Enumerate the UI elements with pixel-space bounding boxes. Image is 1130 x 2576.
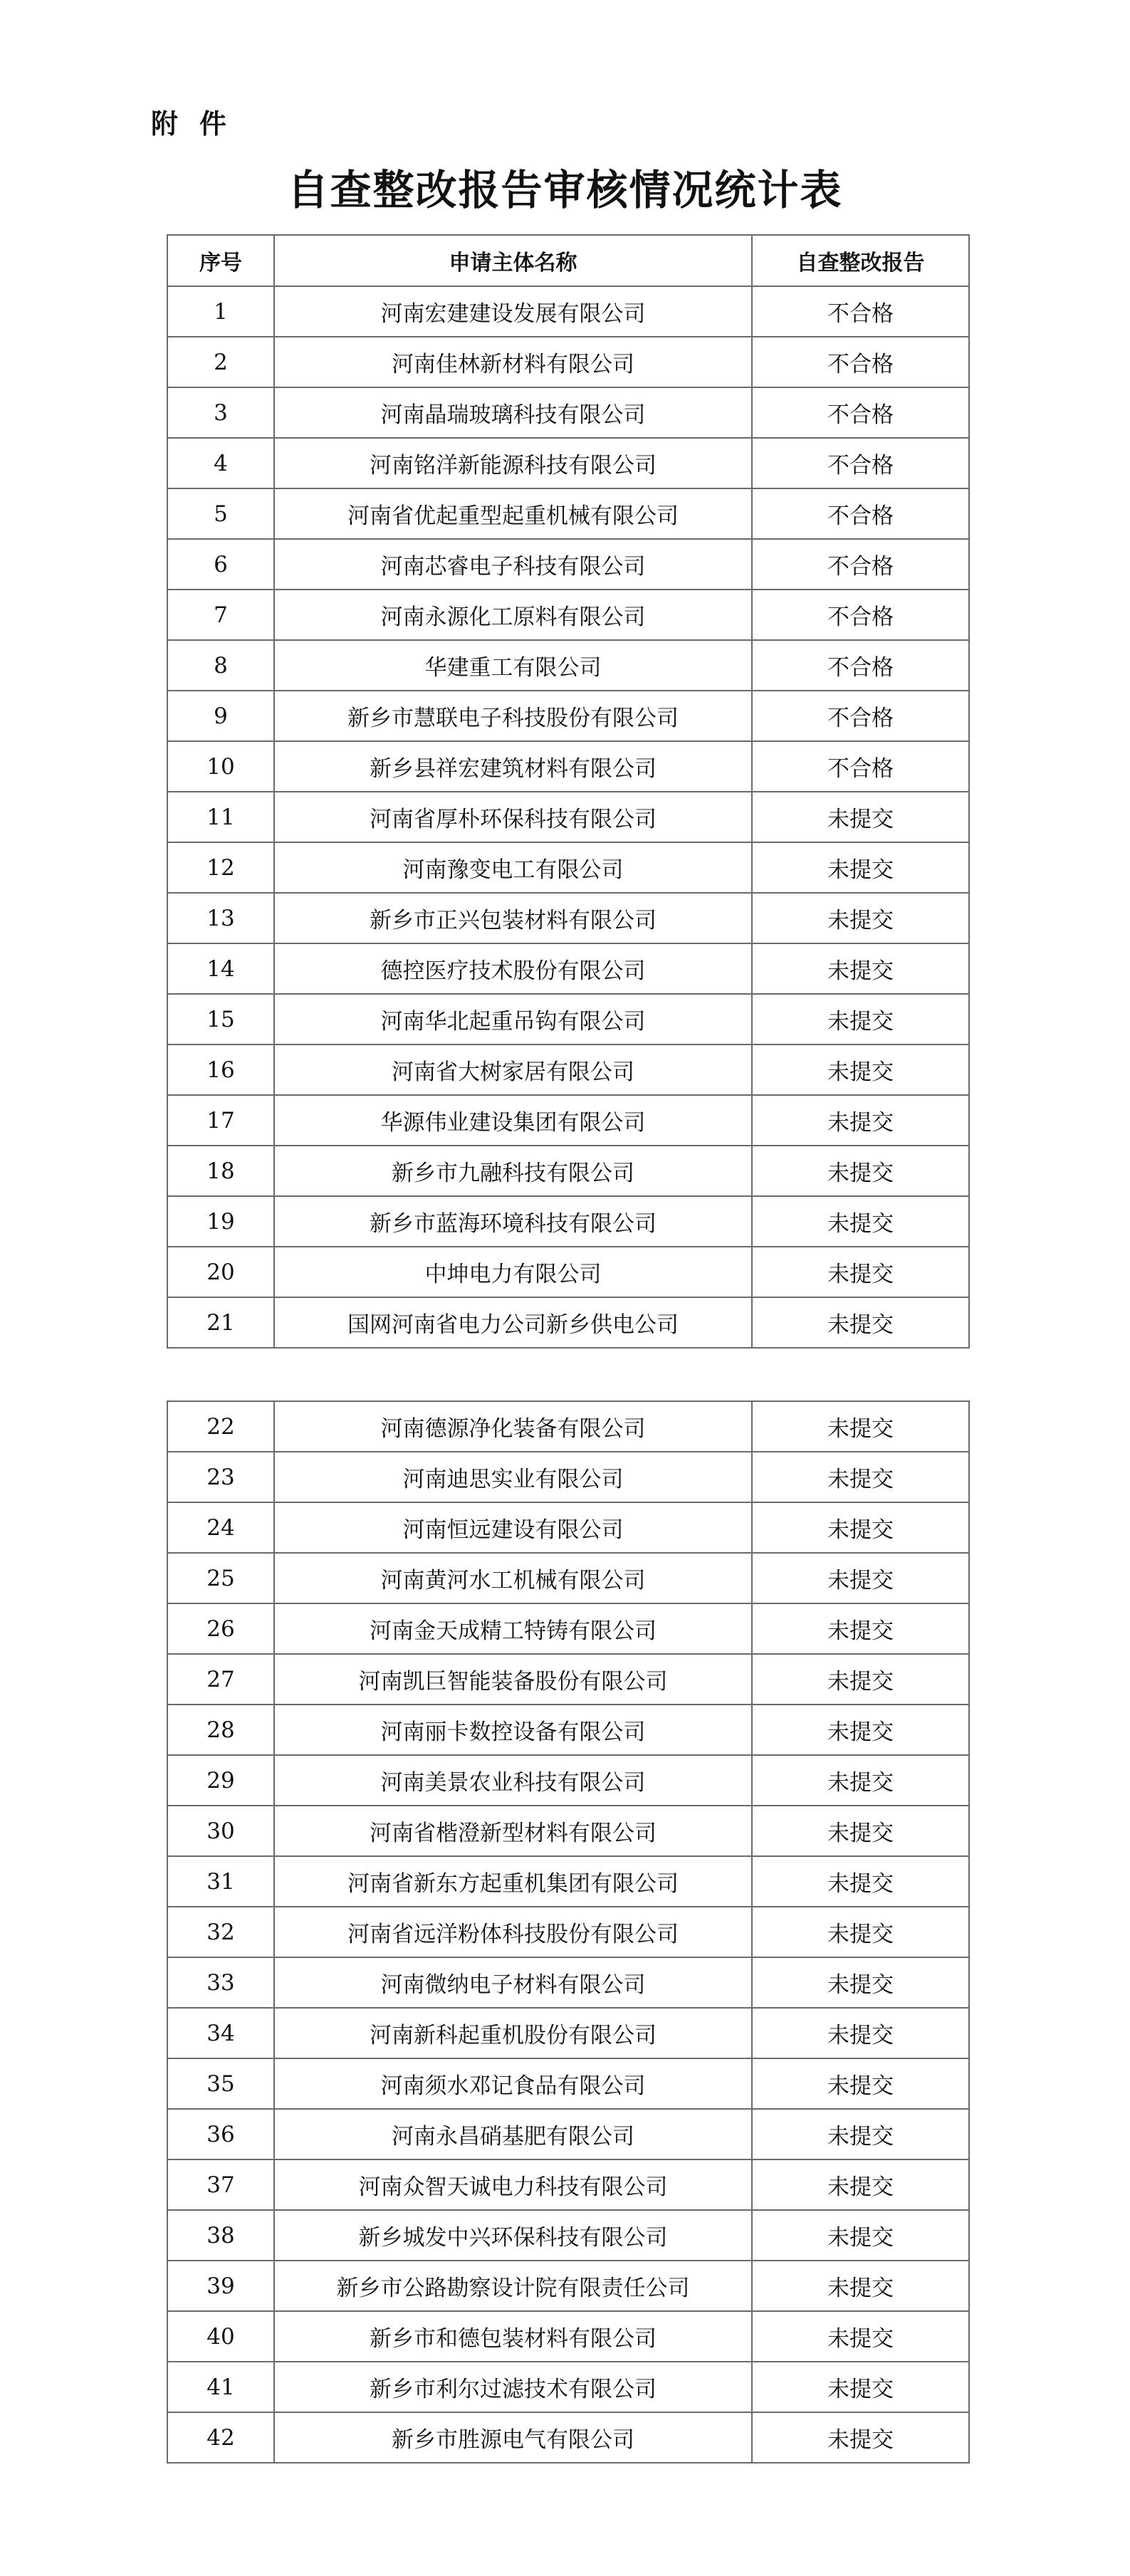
report-status-cell: 未提交: [752, 2159, 969, 2210]
serial-number-cell: 28: [167, 1705, 274, 1755]
applicant-name-cell: 河南恒远建设有限公司: [274, 1502, 752, 1553]
report-status-cell: 未提交: [752, 1603, 969, 1654]
table-row: [167, 337, 969, 387]
report-status-cell: 未提交: [752, 1957, 969, 2008]
serial-number-cell: 20: [167, 1247, 274, 1297]
applicant-name-cell: 河南迪思实业有限公司: [274, 1452, 752, 1502]
applicant-name-cell: 德控医疗技术股份有限公司: [274, 943, 752, 994]
applicant-name-cell: 新乡市慧联电子科技股份有限公司: [274, 691, 752, 741]
table-row: [167, 1502, 969, 1553]
report-status-cell: 未提交: [752, 1755, 969, 1806]
applicant-name-cell: 河南佳林新材料有限公司: [274, 337, 752, 387]
serial-number-cell: 41: [167, 2362, 274, 2412]
header-applicant-name: 申请主体名称: [274, 235, 752, 286]
report-status-cell: 未提交: [752, 1502, 969, 1553]
serial-number-cell: 34: [167, 2008, 274, 2058]
table-row: [167, 893, 969, 943]
applicant-name-cell: 河南永昌硝基肥有限公司: [274, 2109, 752, 2159]
report-status-cell: 未提交: [752, 2109, 969, 2159]
report-status-cell: 未提交: [752, 2311, 969, 2362]
table-row: [167, 1856, 969, 1907]
report-status-cell: 未提交: [752, 2058, 969, 2109]
report-status-cell: 未提交: [752, 1247, 969, 1297]
report-status-cell: 未提交: [752, 1044, 969, 1095]
table-row: [167, 1297, 969, 1348]
applicant-name-cell: 河南豫变电工有限公司: [274, 842, 752, 893]
serial-number-cell: 22: [167, 1401, 274, 1452]
applicant-name-cell: 新乡市和德包装材料有限公司: [274, 2311, 752, 2362]
report-status-cell: 未提交: [752, 1452, 969, 1502]
header-self-check-report: 自查整改报告: [752, 235, 969, 286]
report-status-cell: 未提交: [752, 2210, 969, 2261]
applicant-name-cell: 华建重工有限公司: [274, 640, 752, 691]
serial-number-cell: 4: [167, 438, 274, 488]
table-row: [167, 2362, 969, 2412]
table-row: [167, 842, 969, 893]
applicant-name-cell: 河南微纳电子材料有限公司: [274, 1957, 752, 2008]
table-row: [167, 1146, 969, 1196]
applicant-name-cell: 新乡市公路勘察设计院有限责任公司: [274, 2261, 752, 2311]
applicant-name-cell: 新乡市九融科技有限公司: [274, 1146, 752, 1196]
report-status-cell: 不合格: [752, 741, 969, 792]
serial-number-cell: 37: [167, 2159, 274, 2210]
table-row: [167, 2109, 969, 2159]
serial-number-cell: 3: [167, 387, 274, 438]
table-row: [167, 1806, 969, 1856]
serial-number-cell: 7: [167, 590, 274, 640]
serial-number-cell: 16: [167, 1044, 274, 1095]
table-row: [167, 2311, 969, 2362]
table-row: [167, 1247, 969, 1297]
table-row: [167, 691, 969, 741]
serial-number-cell: 36: [167, 2109, 274, 2159]
table-row: [167, 943, 969, 994]
applicant-name-cell: 河南晶瑞玻璃科技有限公司: [274, 387, 752, 438]
report-status-cell: 未提交: [752, 1146, 969, 1196]
serial-number-cell: 26: [167, 1603, 274, 1654]
table-header-row: [167, 235, 969, 286]
applicant-name-cell: 河南省厚朴环保科技有限公司: [274, 792, 752, 842]
table-row: [167, 2008, 969, 2058]
report-status-cell: 未提交: [752, 943, 969, 994]
report-status-cell: 未提交: [752, 893, 969, 943]
applicant-name-cell: 河南华北起重吊钩有限公司: [274, 994, 752, 1044]
table-row: [167, 2261, 969, 2311]
applicant-name-cell: 河南省远洋粉体科技股份有限公司: [274, 1907, 752, 1957]
table-row: [167, 792, 969, 842]
serial-number-cell: 35: [167, 2058, 274, 2109]
table-row: [167, 1907, 969, 1957]
table-row: [167, 1401, 969, 1452]
table-row: [167, 438, 969, 488]
applicant-name-cell: 新乡市蓝海环境科技有限公司: [274, 1196, 752, 1247]
table-row: [167, 1957, 969, 2008]
table-row: [167, 1755, 969, 1806]
applicant-name-cell: 河南省楷澄新型材料有限公司: [274, 1806, 752, 1856]
serial-number-cell: 12: [167, 842, 274, 893]
serial-number-cell: 19: [167, 1196, 274, 1247]
serial-number-cell: 5: [167, 488, 274, 539]
applicant-name-cell: 河南德源净化装备有限公司: [274, 1401, 752, 1452]
table-row: [167, 1603, 969, 1654]
table-row: [167, 387, 969, 438]
table-row: [167, 539, 969, 590]
applicant-name-cell: 河南省优起重型起重机械有限公司: [274, 488, 752, 539]
serial-number-cell: 18: [167, 1146, 274, 1196]
table-row: [167, 590, 969, 640]
table-row: [167, 1553, 969, 1603]
table-row: [167, 1654, 969, 1705]
serial-number-cell: 42: [167, 2412, 274, 2463]
table-row: [167, 994, 969, 1044]
table-row: [167, 1095, 969, 1146]
table-row: [167, 1452, 969, 1502]
serial-number-cell: 1: [167, 286, 274, 337]
applicant-name-cell: 新乡市胜源电气有限公司: [274, 2412, 752, 2463]
applicant-name-cell: 河南新科起重机股份有限公司: [274, 2008, 752, 2058]
table-row: [167, 2210, 969, 2261]
serial-number-cell: 11: [167, 792, 274, 842]
table-row: [167, 488, 969, 539]
table-row: [167, 2412, 969, 2463]
serial-number-cell: 38: [167, 2210, 274, 2261]
report-status-cell: 不合格: [752, 286, 969, 337]
applicant-name-cell: 河南丽卡数控设备有限公司: [274, 1705, 752, 1755]
table-row: [167, 286, 969, 337]
report-status-cell: 未提交: [752, 1196, 969, 1247]
table-row: [167, 1044, 969, 1095]
applicant-name-cell: 新乡城发中兴环保科技有限公司: [274, 2210, 752, 2261]
table-row: [167, 1196, 969, 1247]
report-status-cell: 未提交: [752, 1401, 969, 1452]
page-title: 自查整改报告审核情况统计表: [287, 166, 843, 214]
serial-number-cell: 30: [167, 1806, 274, 1856]
table-row: [167, 640, 969, 691]
report-status-cell: 未提交: [752, 1856, 969, 1907]
applicant-name-cell: 河南众智天诚电力科技有限公司: [274, 2159, 752, 2210]
report-status-cell: 未提交: [752, 1553, 969, 1603]
attachment-label: 附件: [151, 108, 249, 140]
serial-number-cell: 40: [167, 2311, 274, 2362]
table-row: [167, 2058, 969, 2109]
report-status-cell: 未提交: [752, 792, 969, 842]
serial-number-cell: 21: [167, 1297, 274, 1348]
applicant-name-cell: 河南永源化工原料有限公司: [274, 590, 752, 640]
serial-number-cell: 8: [167, 640, 274, 691]
report-status-cell: 未提交: [752, 2261, 969, 2311]
serial-number-cell: 6: [167, 539, 274, 590]
serial-number-cell: 17: [167, 1095, 274, 1146]
report-status-cell: 未提交: [752, 2362, 969, 2412]
report-status-cell: 不合格: [752, 640, 969, 691]
serial-number-cell: 29: [167, 1755, 274, 1806]
report-status-cell: 不合格: [752, 691, 969, 741]
report-status-cell: 未提交: [752, 1705, 969, 1755]
table-row: [167, 1705, 969, 1755]
applicant-name-cell: 河南省大树家居有限公司: [274, 1044, 752, 1095]
report-status-cell: 未提交: [752, 994, 969, 1044]
applicant-name-cell: 河南省新东方起重机集团有限公司: [274, 1856, 752, 1907]
report-status-cell: 未提交: [752, 2412, 969, 2463]
applicant-name-cell: 中坤电力有限公司: [274, 1247, 752, 1297]
applicant-name-cell: 华源伟业建设集团有限公司: [274, 1095, 752, 1146]
report-status-cell: 未提交: [752, 1806, 969, 1856]
report-status-cell: 未提交: [752, 1907, 969, 1957]
serial-number-cell: 39: [167, 2261, 274, 2311]
applicant-name-cell: 河南须水邓记食品有限公司: [274, 2058, 752, 2109]
serial-number-cell: 13: [167, 893, 274, 943]
applicant-name-cell: 新乡市正兴包装材料有限公司: [274, 893, 752, 943]
serial-number-cell: 2: [167, 337, 274, 387]
report-status-cell: 不合格: [752, 387, 969, 438]
serial-number-cell: 23: [167, 1452, 274, 1502]
header-serial-number: 序号: [167, 235, 274, 286]
report-status-cell: 未提交: [752, 842, 969, 893]
report-status-cell: 不合格: [752, 539, 969, 590]
applicant-name-cell: 河南宏建建设发展有限公司: [274, 286, 752, 337]
report-status-cell: 不合格: [752, 438, 969, 488]
statistics-table-part-2: [167, 1400, 970, 2464]
applicant-name-cell: 河南芯睿电子科技有限公司: [274, 539, 752, 590]
serial-number-cell: 9: [167, 691, 274, 741]
applicant-name-cell: 河南黄河水工机械有限公司: [274, 1553, 752, 1603]
table-row: [167, 741, 969, 792]
applicant-name-cell: 新乡市利尔过滤技术有限公司: [274, 2362, 752, 2412]
report-status-cell: 未提交: [752, 1654, 969, 1705]
serial-number-cell: 24: [167, 1502, 274, 1553]
report-status-cell: 未提交: [752, 2008, 969, 2058]
report-status-cell: 未提交: [752, 1297, 969, 1348]
serial-number-cell: 33: [167, 1957, 274, 2008]
serial-number-cell: 27: [167, 1654, 274, 1705]
applicant-name-cell: 河南铭洋新能源科技有限公司: [274, 438, 752, 488]
report-status-cell: 未提交: [752, 1095, 969, 1146]
serial-number-cell: 25: [167, 1553, 274, 1603]
serial-number-cell: 10: [167, 741, 274, 792]
applicant-name-cell: 国网河南省电力公司新乡供电公司: [274, 1297, 752, 1348]
applicant-name-cell: 河南美景农业科技有限公司: [274, 1755, 752, 1806]
applicant-name-cell: 河南凯巨智能装备股份有限公司: [274, 1654, 752, 1705]
report-status-cell: 不合格: [752, 337, 969, 387]
applicant-name-cell: 河南金天成精工特铸有限公司: [274, 1603, 752, 1654]
serial-number-cell: 14: [167, 943, 274, 994]
serial-number-cell: 15: [167, 994, 274, 1044]
serial-number-cell: 32: [167, 1907, 274, 1957]
applicant-name-cell: 新乡县祥宏建筑材料有限公司: [274, 741, 752, 792]
report-status-cell: 不合格: [752, 488, 969, 539]
serial-number-cell: 31: [167, 1856, 274, 1907]
table-row: [167, 2159, 969, 2210]
statistics-table-part-1: [167, 234, 970, 1349]
report-status-cell: 不合格: [752, 590, 969, 640]
